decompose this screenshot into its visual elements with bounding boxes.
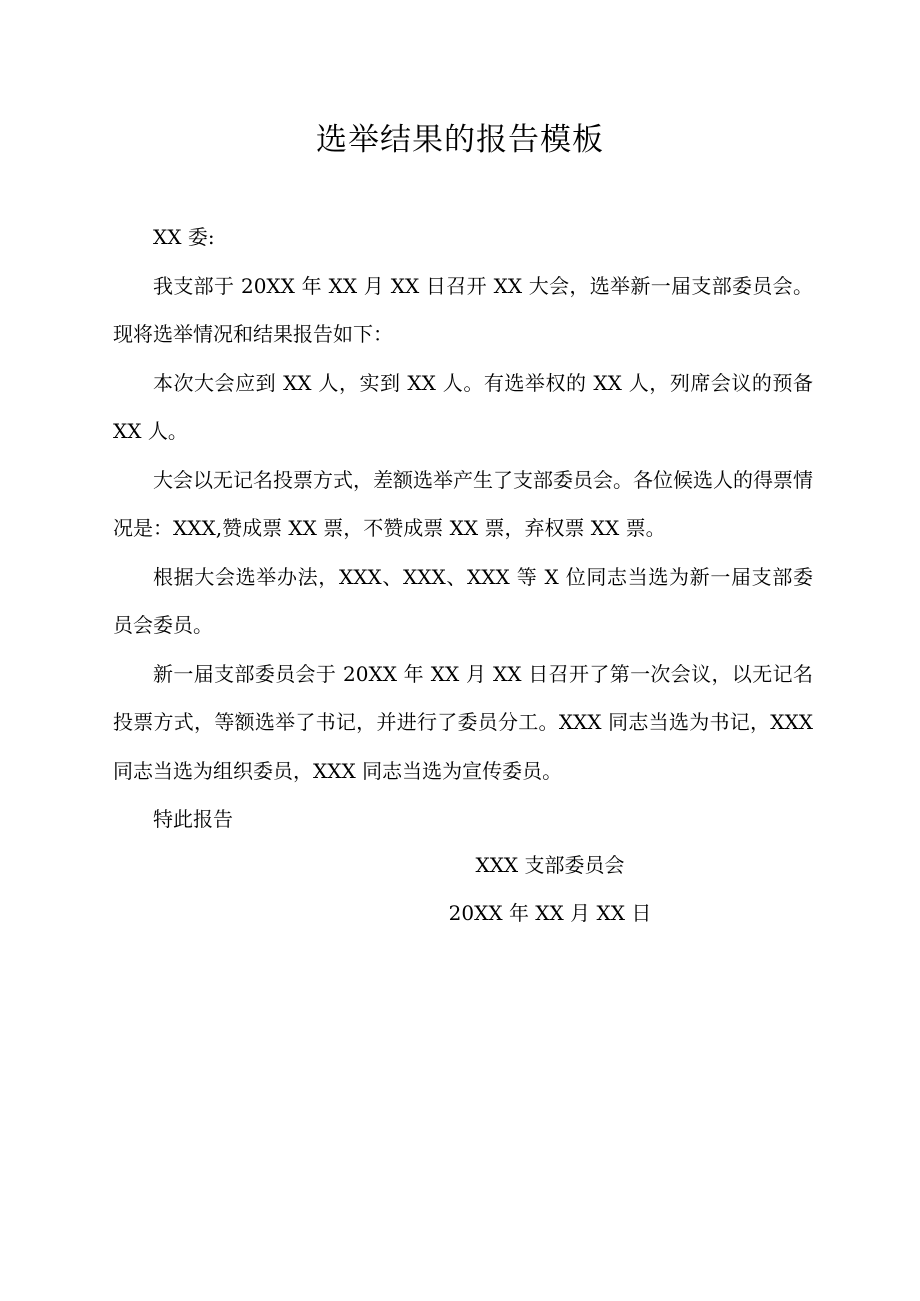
paragraph-division: 新一届支部委员会于 20XX 年 XX 月 XX 日召开了第一次会议，以无记名投票方式，等额选举了书记，并进行了委员分工。XXX 同志当选为书记，XXX 同志当选为组织委员，XXX 同志当选为宣传委员。 <box>113 661 813 783</box>
signature-date: 20XX 年 XX 月 XX 日 <box>448 901 652 925</box>
salutation: XX 委: <box>153 225 215 249</box>
paragraph-meeting: 我支部于 20XX 年 XX 月 XX 日召开 XX 大会，选举新一届支部委员会。现将选举情况和结果报告如下： <box>113 273 813 346</box>
document-body <box>113 213 813 844</box>
document-title: 选举结果的报告模板 <box>316 122 604 158</box>
paragraph-voting: 大会以无记名投票方式，差额选举产生了支部委员会。各位候选人的得票情况是：XXX,赞成票 XX 票，不赞成票 XX 票，弃权票 XX 票。 <box>113 467 813 540</box>
signature-organization: XXX 支部委员会 <box>475 853 625 877</box>
closing-text: 特此报告 <box>153 807 233 831</box>
paragraph-elected: 根据大会选举办法，XXX、XXX、XXX 等 X 位同志当选为新一届支部委员会委员。 <box>113 564 813 637</box>
paragraph-attendance: 本次大会应到 XX 人，实到 XX 人。有选举权的 XX 人，列席会议的预备 XX 人。 <box>113 370 813 443</box>
